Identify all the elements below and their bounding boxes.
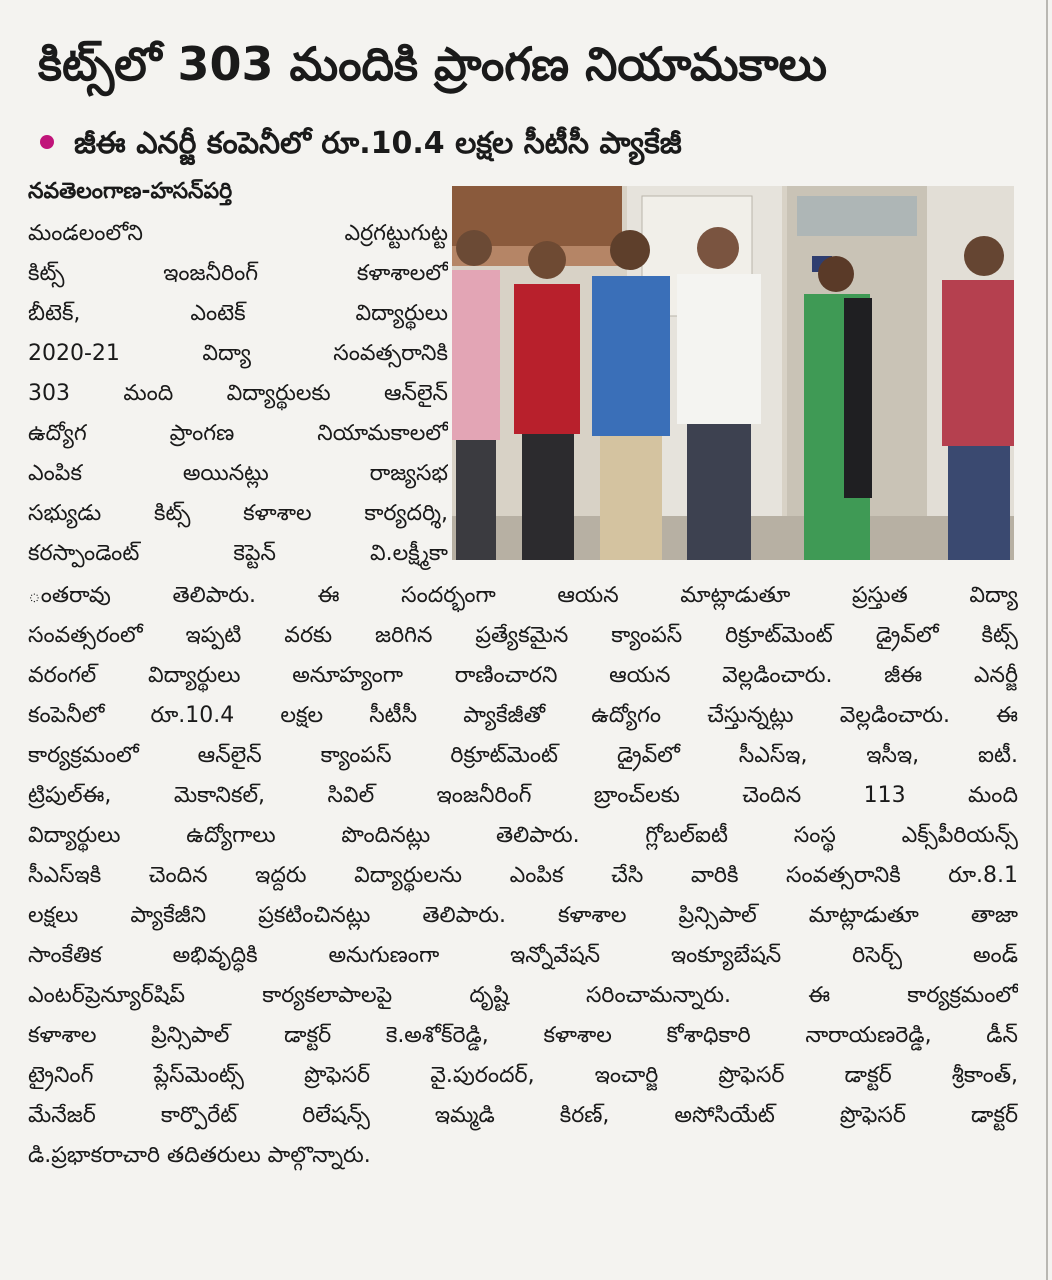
group-photo-illustration [452,186,1014,560]
body-line: సంవత్సరంలో ఇప్పటి వరకు జరిగిన ప్రత్యేకమైన క్యాంపస్ రిక్రూట్‌మెంట్ డ్రైవ్‌లో కిట్స్ [28,623,1018,648]
bullet-icon [40,135,54,149]
body-line: సాంకేతిక అభివృద్ధికి అనుగుణంగా ఇన్నోవేషన్ ఇంక్యూబేషన్ రిసెర్చ్ అండ్ [28,943,1018,968]
body-line: మేనేజర్ కార్పొరేట్ రిలేషన్స్ ఇమ్మడి కిరణ్, అసోసియేట్ ప్రొఫెసర్ డాక్టర్ [28,1103,1018,1128]
body-line: కిట్స్ ఇంజనీరింగ్ కళాశాలలో [28,261,448,286]
body-line: వరంగల్ విద్యార్థులు అనూహ్యంగా రాణించారని ఆయన వెల్లడించారు. జీఈ ఎనర్జీ [28,663,1018,688]
body-line: కరస్పాండెంట్ కెప్టెన్ వి.లక్ష్మీకా [28,541,448,566]
body-line: సభ్యుడు కిట్స్ కళాశాల కార్యదర్శి, [28,501,448,526]
body-line: బీటెక్, ఎంటెక్ విద్యార్థులు [28,301,448,326]
body-line: ట్రైనింగ్ ప్లేస్‌మెంట్స్ ప్రొఫెసర్ వై.పురందర్, ఇంచార్జి ప్రొఫెసర్ డాక్టర్ శ్రీకాంత్, [28,1063,1018,1088]
body-line: కార్యక్రమంలో ఆన్‌లైన్ క్యాంపస్ రిక్రూట్‌మెంట్ డ్రైవ్‌లో సీఎస్ఇ, ఇసీఇ, ఐటీ. [28,743,1018,768]
body-line: లక్షలు ప్యాకేజీని ప్రకటించినట్లు తెలిపారు. కళాశాల ప్రిన్సిపాల్ మాట్లాడుతూ తాజా [28,903,1018,928]
column-rule [1046,0,1048,1280]
body-line: 303 మంది విద్యార్థులకు ఆన్‌లైన్ [28,381,448,406]
dateline: నవతెలంగాణ-హసన్‌పర్తి [28,179,233,204]
subheadline [40,124,1020,164]
body-line: ట్రిపుల్‌ఈ, మెకానికల్, సివిల్ ఇంజనీరింగ్ బ్రాంచ్‌లకు చెందిన 113 మంది [28,783,1018,808]
body-line: ఎంపిక అయినట్లు రాజ్యసభ [28,461,448,486]
subheadline-text: జీఈ ఎనర్జీ కంపెనీలో రూ.10.4 లక్షల సీటీసీ ప్యాకేజీ [74,126,682,161]
body-line: ఉద్యోగ ప్రాంగణ నియామకాలలో [28,421,448,446]
body-line: సీఎస్ఇకి చెందిన ఇద్దరు విద్యార్థులను ఎంపిక చేసి వారికి సంవత్సరానికి రూ.8.1 [28,863,1018,888]
body-line: డి.ప్రభాకరాచారి తదితరులు పాల్గొన్నారు. [28,1143,371,1168]
group-photo [452,186,1014,560]
headline: కిట్స్‌లో 303 మందికి ప్రాంగణ నియామకాలు [38,37,827,91]
body-line: 2020-21 విద్యా సంవత్సరానికి [28,341,448,366]
body-line: కంపెనీలో రూ.10.4 లక్షల సీటీసీ ప్యాకేజీతో ఉద్యోగం చేస్తున్నట్లు వెల్లడించారు. ఈ [28,703,1018,728]
body-line: మండలంలోని ఎర్రగట్టుగుట్ట [28,221,448,246]
body-line: ంతరావు తెలిపారు. ఈ సందర్భంగా ఆయన మాట్లాడుతూ ప్రస్తుత విద్యా [28,583,1018,608]
body-line: కళాశాల ప్రిన్సిపాల్ డాక్టర్ కె.అశోక్‌రెడ్డి, కళాశాల కోశాధికారి నారాయణరెడ్డి, డీన్ [28,1023,1018,1048]
body-line: విద్యార్థులు ఉద్యోగాలు పొందినట్లు తెలిపారు. గ్లోబల్‌ఐటీ సంస్థ ఎక్స్‌పీరియన్స్ [28,823,1018,848]
body-line: ఎంటర్‌ప్రెన్యూర్‌షిప్ కార్యకలాపాలపై దృష్టి సరించామన్నారు. ఈ కార్యక్రమంలో [28,983,1018,1008]
